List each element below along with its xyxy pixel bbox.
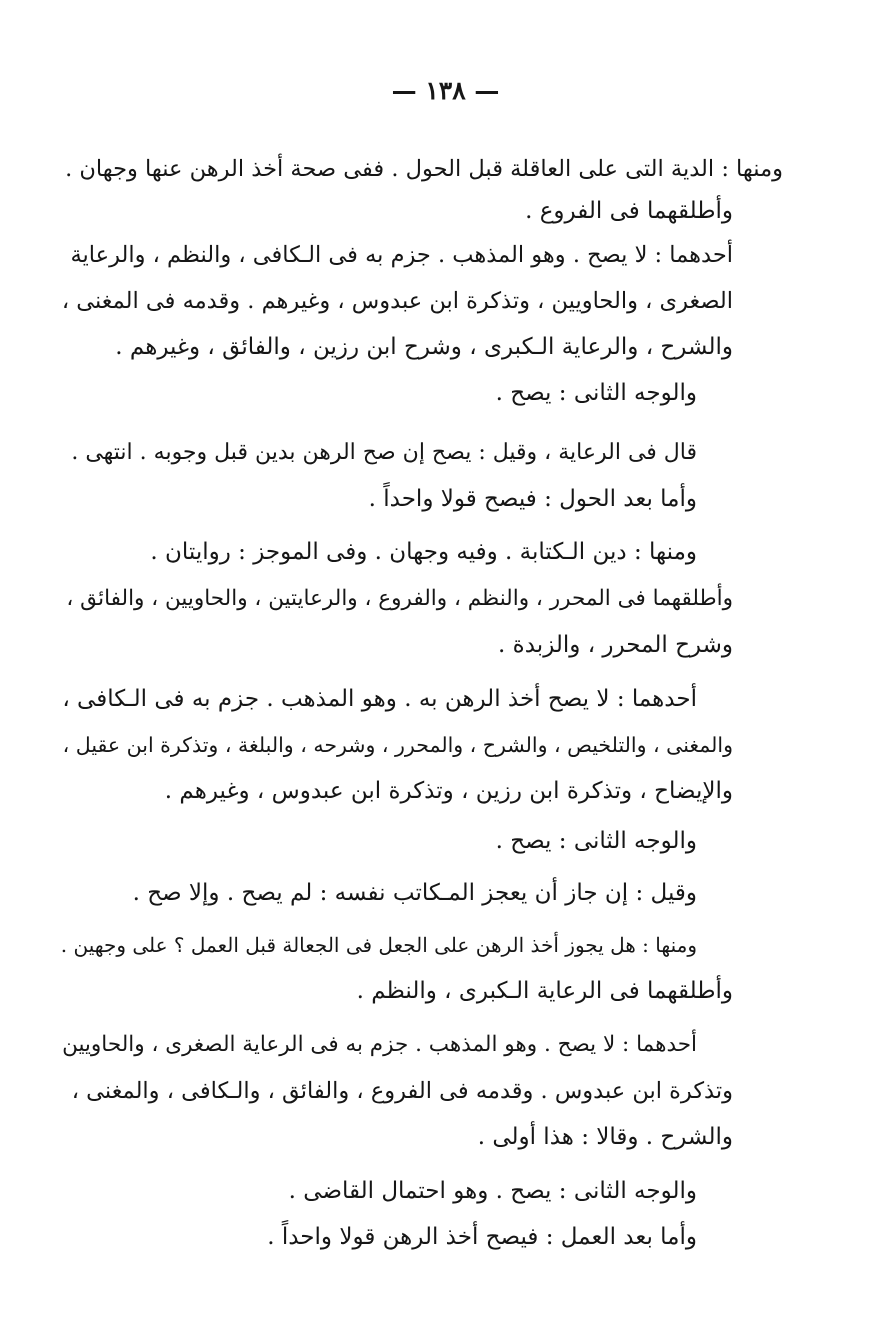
text-line: والوجه الثانى : يصح . وهو احتمال القاضى . — [288, 1178, 697, 1204]
text-line: أحدهما : لا يصح . وهو المذهب . جزم به فى الـكافى ، والنظم ، والرعاية — [70, 242, 733, 268]
text-line: والشرح . وقالا : هذا أولى . — [477, 1124, 733, 1150]
text-line: أحدهما : لا يصح . وهو المذهب . جزم به فى الرعاية الصغرى ، والحاويين — [62, 1032, 697, 1057]
text-line: وأطلقهما فى الرعاية الـكبرى ، والنظم . — [356, 978, 733, 1004]
text-line: والشرح ، والرعاية الـكبرى ، وشرح ابن رزين ، والفائق ، وغيرهم . — [115, 334, 733, 360]
text-line: والوجه الثانى : يصح . — [495, 828, 697, 854]
text-line: ومنها : دين الـكتابة . وفيه وجهان . وفى الموجز : روايتان . — [150, 539, 697, 565]
text-line: وأطلقهما فى الفروع . — [525, 198, 733, 224]
text-line: وقيل : إن جاز أن يعجز المـكاتب نفسه : لم يصح . وإلا صح . — [132, 880, 697, 906]
text-line: وأطلقهما فى المحرر ، والنظم ، والفروع ، والرعايتين ، والحاويين ، والفائق ، — [66, 586, 733, 611]
text-line: والإيضاح ، وتذكرة ابن رزين ، وتذكرة ابن عبدوس ، وغيرهم . — [164, 778, 733, 804]
text-line: وتذكرة ابن عبدوس . وقدمه فى الفروع ، والفائق ، والـكافى ، والمغنى ، — [71, 1078, 733, 1104]
text-line: وأما بعد الحول : فيصح قولا واحداً . — [368, 486, 697, 512]
text-line: وأما بعد العمل : فيصح أخذ الرهن قولا واحداً . — [267, 1224, 697, 1250]
text-line: الصغرى ، والحاويين ، وتذكرة ابن عبدوس ، وغيرهم . وقدمه فى المغنى ، — [61, 288, 733, 314]
page-number: — ١٣٨ — — [391, 76, 500, 105]
text-line: والمغنى ، والتلخيص ، والشرح ، والمحرر ، وشرحه ، والبلغة ، وتذكرة ابن عقيل ، — [62, 733, 733, 757]
text-line: ومنها : الدية التى على العاقلة قبل الحول . ففى صحة أخذ الرهن عنها وجهان . — [65, 156, 783, 182]
text-line: أحدهما : لا يصح أخذ الرهن به . وهو المذهب . جزم به فى الـكافى ، — [62, 686, 697, 712]
text-line: ومنها : هل يجوز أخذ الرهن على الجعل فى الجعالة قبل العمل ؟ على وجهين . — [60, 933, 697, 957]
text-line: وشرح المحرر ، والزبدة . — [498, 632, 733, 658]
text-line: والوجه الثانى : يصح . — [495, 380, 697, 406]
text-line: قال فى الرعاية ، وقيل : يصح إن صح الرهن بدين قبل وجوبه . انتهى . — [71, 440, 697, 465]
